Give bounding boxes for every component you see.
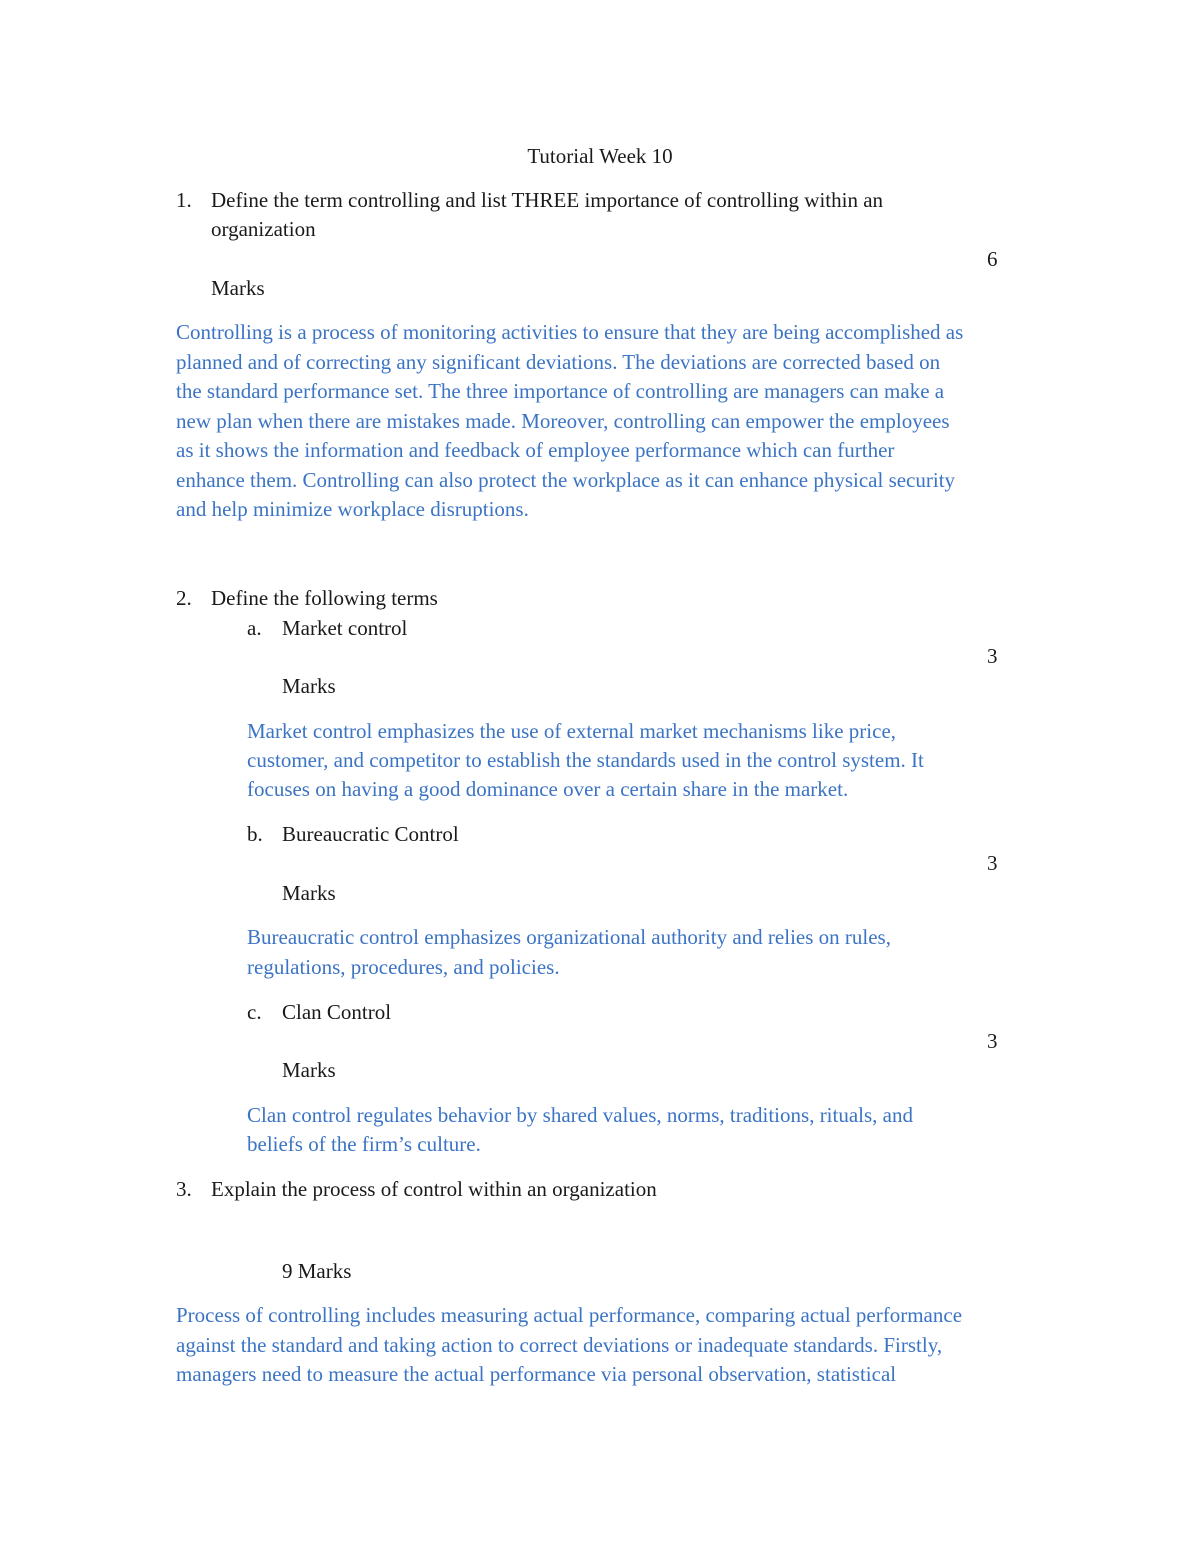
q3-answer-line: Process of controlling includes measuring actual performance, comparing actual performance [176, 1303, 963, 1327]
q1-answer-line: as it shows the information and feedback of employee performance which can further [176, 438, 895, 462]
q2c-letter: c. [247, 1000, 262, 1024]
q1-marks-label: Marks [211, 276, 265, 300]
q2c-answer-line: Clan control regulates behavior by shared values, norms, traditions, rituals, and [247, 1103, 914, 1127]
q3-text: Explain the process of control within an organization [211, 1177, 657, 1201]
q1-answer-line: enhance them. Controlling can also protect the workplace as it can enhance physical security [176, 468, 956, 492]
q2b-marks-label: Marks [282, 881, 336, 905]
q2b-letter: b. [247, 822, 263, 846]
q3-answer-line: against the standard and taking action to correct deviations or inadequate standards. Firstly, [176, 1333, 943, 1357]
q2b-answer-line: regulations, procedures, and policies. [247, 955, 560, 979]
q2a-term: Market control [282, 616, 408, 640]
q1-text-line-1: Define the term controlling and list THREE importance of controlling within an [211, 188, 884, 212]
q1-text-line-2: organization [211, 217, 316, 241]
q3-answer-line: managers need to measure the actual performance via personal observation, statistical [176, 1362, 897, 1386]
q2c-term: Clan Control [282, 1000, 392, 1024]
q2b-answer-line: Bureaucratic control emphasizes organizational authority and relies on rules, [247, 925, 891, 949]
q2a-marks-label: Marks [282, 674, 336, 698]
q1-marks-value: 6 [987, 247, 998, 271]
q2a-marks-value: 3 [987, 644, 998, 668]
q1-answer-line: and help minimize workplace disruptions. [176, 497, 529, 521]
q1-answer-line: new plan when there are mistakes made. Moreover, controlling can empower the employees [176, 409, 950, 433]
q2a-answer-line: focuses on having a good dominance over a certain share in the market. [247, 777, 849, 801]
q3-marks: 9 Marks [282, 1259, 352, 1283]
q3-number: 3. [176, 1177, 192, 1201]
q1-answer-line: Controlling is a process of monitoring activities to ensure that they are being accomplished as [176, 320, 964, 344]
q1-number: 1. [176, 188, 192, 212]
q1-answer-line: the standard performance set. The three importance of controlling are managers can make a [176, 379, 945, 403]
q2a-answer-line: Market control emphasizes the use of external market mechanisms like price, [247, 719, 897, 743]
page-title: Tutorial Week 10 [527, 144, 673, 168]
q2c-marks-value: 3 [987, 1029, 998, 1053]
q2c-marks-label: Marks [282, 1058, 336, 1082]
q2c-answer-line: beliefs of the firm’s culture. [247, 1132, 481, 1156]
q2b-marks-value: 3 [987, 851, 998, 875]
q2b-term: Bureaucratic Control [282, 822, 459, 846]
q2a-answer-line: customer, and competitor to establish the standards used in the control system. It [247, 748, 924, 772]
q2a-letter: a. [247, 616, 262, 640]
q2-text: Define the following terms [211, 586, 438, 610]
q2-number: 2. [176, 586, 192, 610]
q1-answer-line: planned and of correcting any significant deviations. The deviations are corrected based on [176, 350, 941, 374]
